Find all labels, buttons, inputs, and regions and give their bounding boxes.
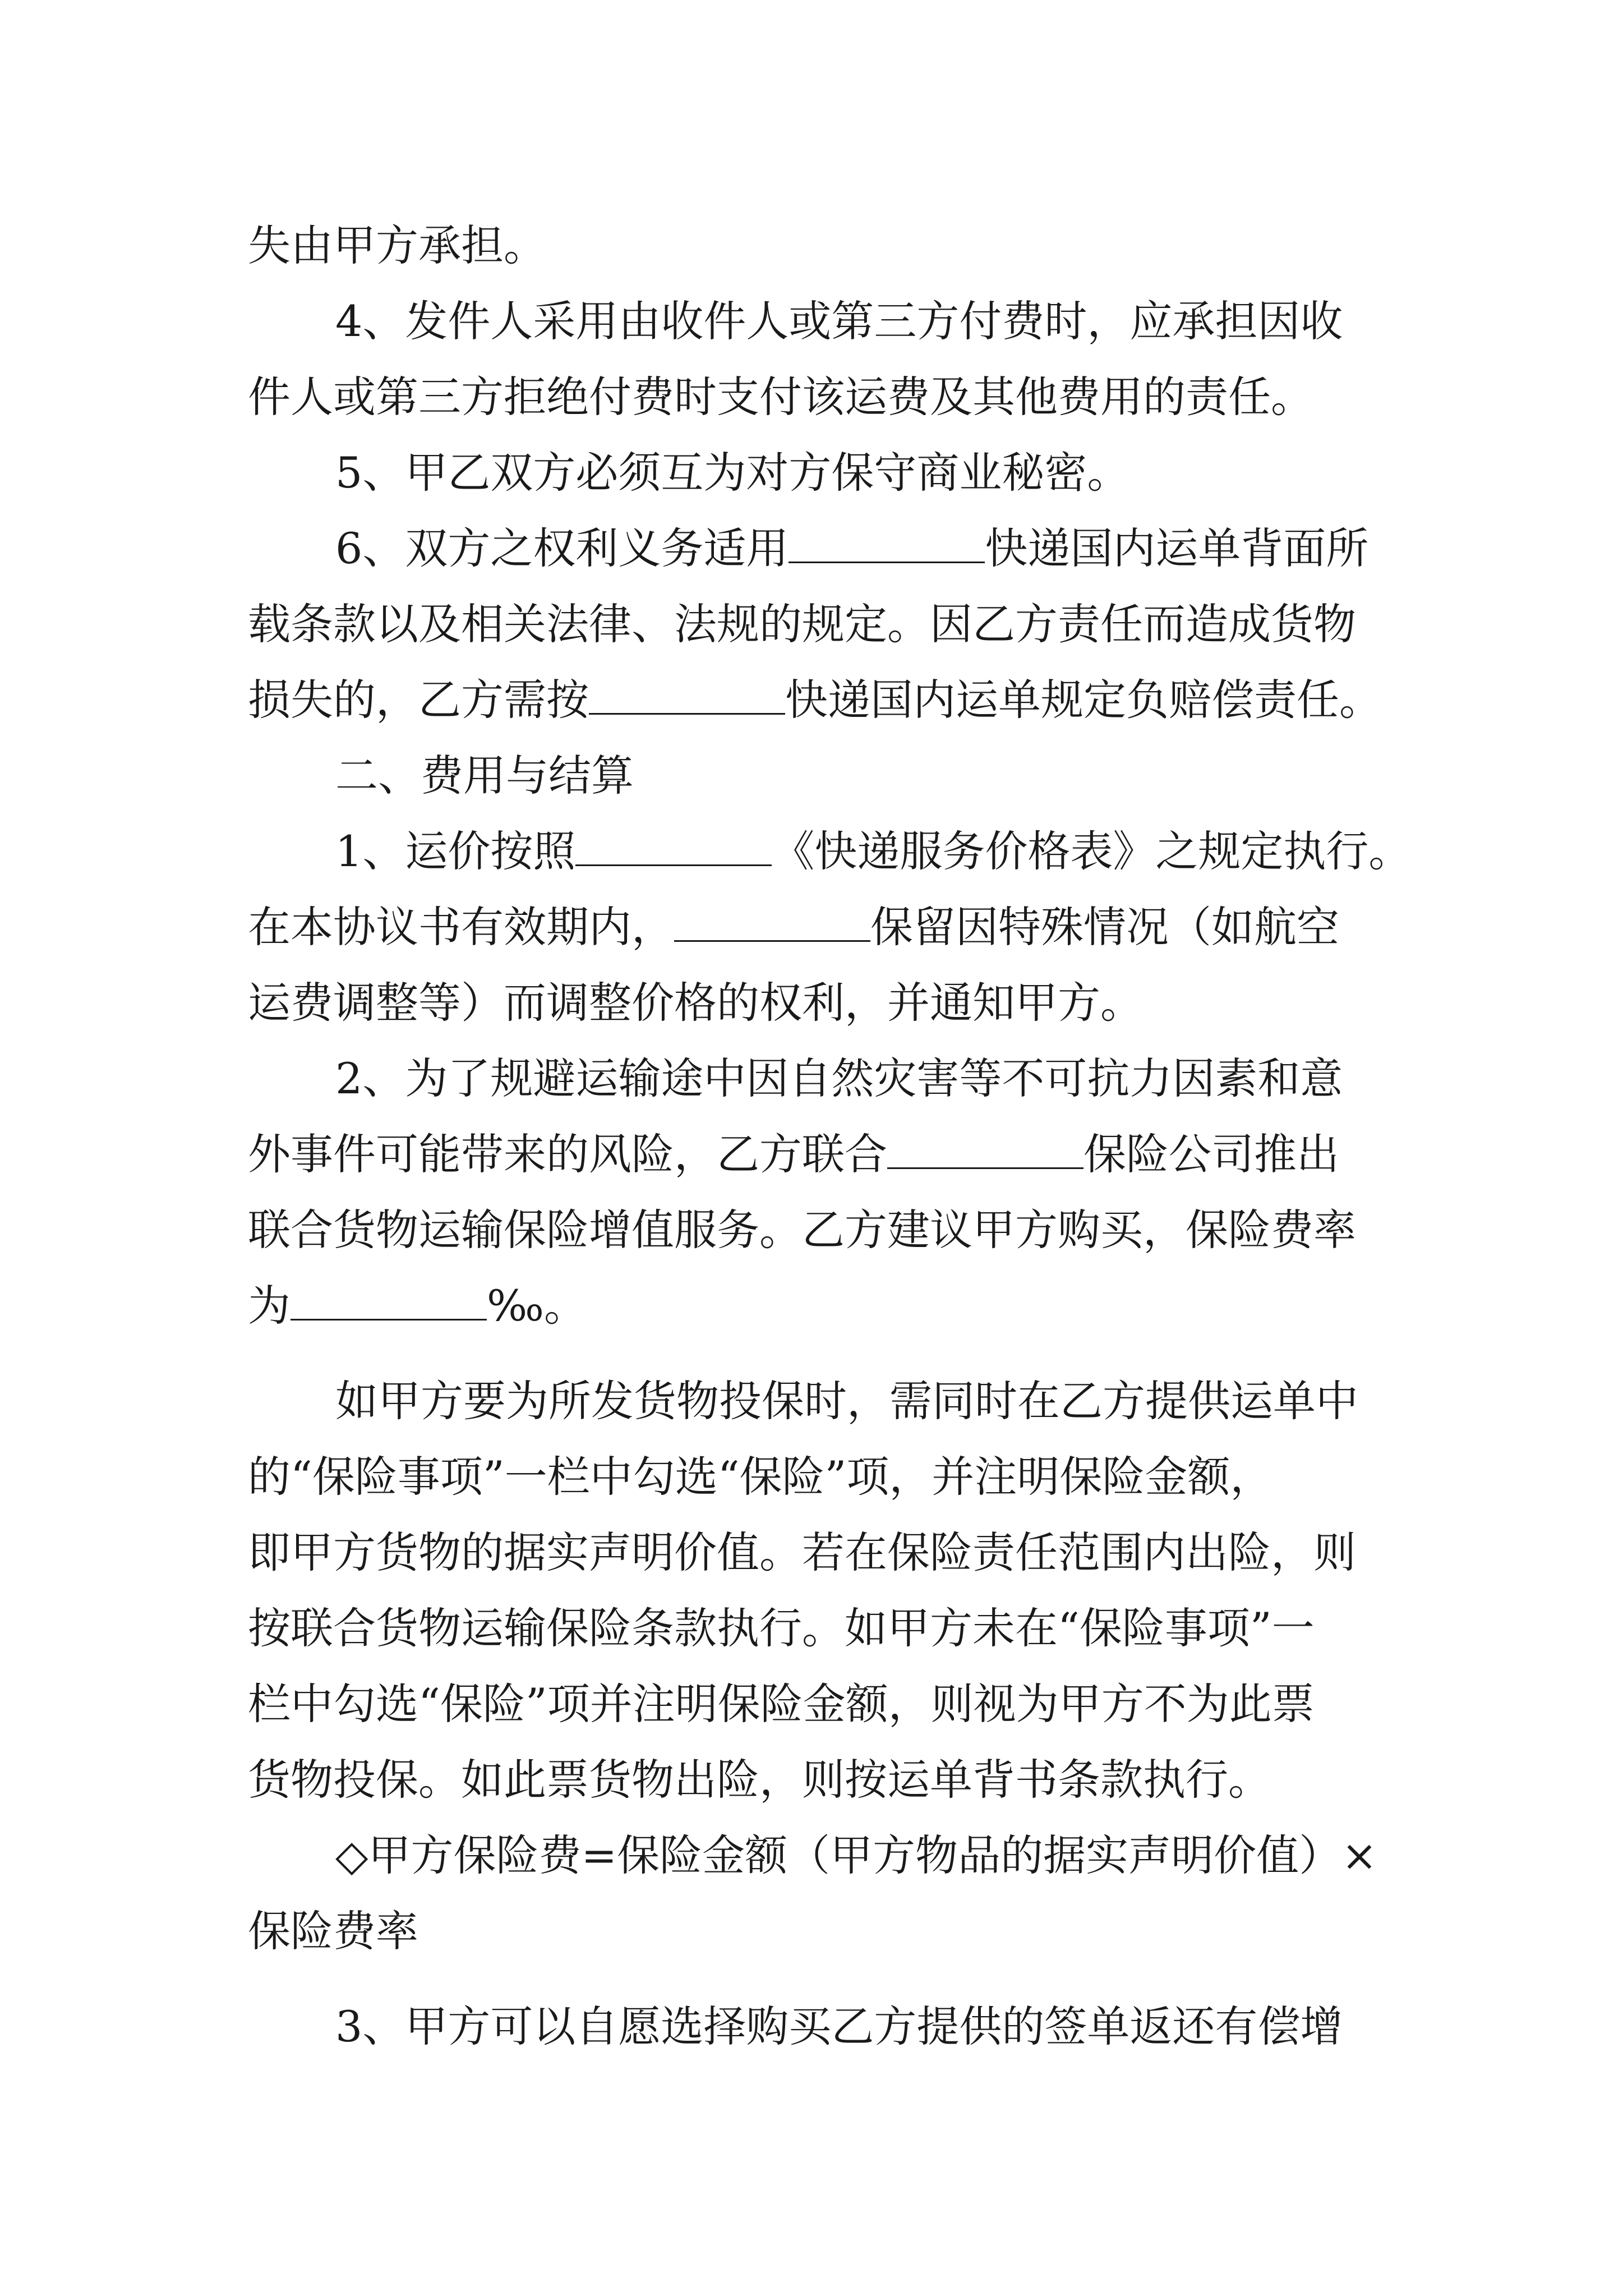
- text-segment: ‰。: [487, 1281, 587, 1331]
- text-line: [248, 666, 1382, 734]
- text-segment: 二、费用与结算: [335, 751, 634, 800]
- text-segment: 失由甲方承担。: [248, 220, 546, 270]
- fill-in-blank: [789, 519, 985, 563]
- text-line: [248, 1272, 587, 1340]
- text-segment: ◇甲方保险费=保险金额（甲方物品的据实声明价值）×: [335, 1830, 1377, 1880]
- text-line: [248, 1746, 1271, 1814]
- text-segment: 1、运价按照: [335, 826, 576, 876]
- text-line: [248, 212, 546, 279]
- text-segment: 3、甲方可以自愿选择购买乙方提供的签单返还有偿增: [335, 2001, 1343, 2051]
- text-segment: 联合货物运输保险增值服务。乙方建议甲方购买，保险费率: [248, 1205, 1356, 1255]
- text-line: [248, 1197, 1356, 1264]
- fill-in-blank: [291, 1276, 487, 1320]
- text-line: [248, 591, 1356, 658]
- text-segment: 如甲方要为所发货物投保时，需同时在乙方提供运单中: [335, 1376, 1358, 1426]
- text-line: [335, 742, 634, 809]
- text-segment: 栏中勾选“保险”项并注明保险金额，则视为甲方不为此票: [248, 1679, 1315, 1729]
- text-segment: 保险公司推出: [1083, 1129, 1339, 1179]
- fill-in-blank: [589, 670, 785, 715]
- text-segment: 保留因特殊情况（如航空: [870, 902, 1339, 952]
- text-segment: 件人或第三方拒绝付费时支付该运费及其他费用的责任。: [248, 372, 1313, 422]
- fill-in-blank: [674, 898, 870, 942]
- text-line: [335, 515, 1368, 582]
- text-line: [248, 1595, 1315, 1662]
- text-line: [248, 1519, 1356, 1586]
- text-segment: 5、甲乙双方必须互为对方保守商业秘密。: [335, 448, 1130, 498]
- text-segment: 4、发件人采用由收件人或第三方付费时，应承担因收: [335, 296, 1343, 346]
- text-segment: 在本协议书有效期内，: [248, 902, 674, 952]
- text-segment: 载条款以及相关法律、法规的规定。因乙方责任而造成货物: [248, 599, 1356, 649]
- text-line: [335, 1993, 1343, 2060]
- text-segment: 按联合货物运输保险条款执行。如甲方未在“保险事项”一: [248, 1603, 1315, 1653]
- text-segment: 快递国内运单规定负赔偿责任。: [785, 675, 1382, 725]
- text-line: [248, 969, 1143, 1037]
- text-segment: 为: [248, 1281, 291, 1331]
- text-line: [248, 894, 1339, 961]
- text-line: [335, 818, 1411, 885]
- text-segment: 货物投保。如此票货物出险，则按运单背书条款执行。: [248, 1755, 1271, 1805]
- text-segment: 即甲方货物的据实声明价值。若在保险责任范围内出险，则: [248, 1527, 1356, 1577]
- text-line: [248, 1898, 418, 1965]
- text-segment: 2、为了规避运输途中因自然灾害等不可抗力因素和意: [335, 1053, 1343, 1103]
- fill-in-blank: [887, 1125, 1083, 1169]
- text-segment: 损失的，乙方需按: [248, 675, 589, 725]
- text-line: [335, 288, 1343, 355]
- text-line: [248, 1671, 1315, 1738]
- fill-in-blank: [575, 822, 772, 866]
- text-segment: 的“保险事项”一栏中勾选“保险”项，并注明保险金额，: [248, 1452, 1273, 1502]
- text-line: [248, 1121, 1339, 1188]
- text-line: [248, 364, 1313, 431]
- text-segment: 运费调整等）而调整价格的权利，并通知甲方。: [248, 978, 1143, 1028]
- text-line: [335, 1822, 1377, 1889]
- text-segment: 6、双方之权利义务适用: [335, 523, 789, 573]
- text-line: [248, 1443, 1272, 1511]
- text-line: [335, 439, 1129, 507]
- text-segment: 快递国内运单背面所: [985, 523, 1369, 573]
- text-line: [335, 1368, 1358, 1435]
- text-segment: 外事件可能带来的风险，乙方联合: [248, 1129, 887, 1179]
- text-segment: 《快递服务价格表》之规定执行。: [772, 826, 1412, 876]
- text-segment: 保险费率: [248, 1906, 418, 1956]
- text-line: [335, 1045, 1343, 1112]
